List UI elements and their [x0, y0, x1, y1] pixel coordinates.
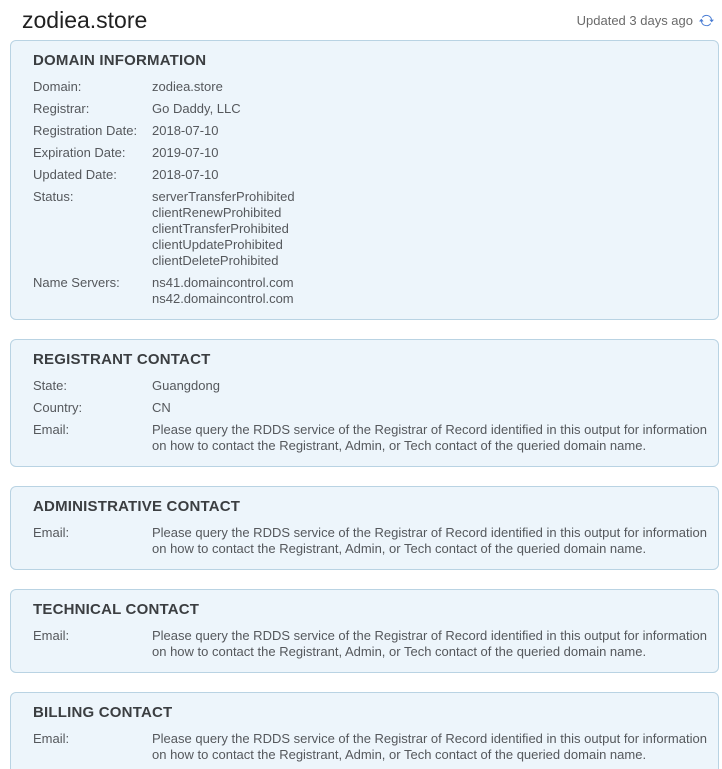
value-line: serverTransferProhibited	[152, 189, 295, 204]
field-row	[33, 731, 708, 763]
field-row	[33, 525, 708, 557]
value-line: clientRenewProhibited	[152, 205, 282, 220]
value-line: 2019-07-10	[152, 145, 219, 160]
updated-info	[577, 13, 714, 28]
value-line: Go Daddy, LLC	[152, 101, 241, 116]
field-value	[152, 731, 708, 763]
panel-heading: DOMAIN INFORMATION	[33, 52, 207, 69]
field-row	[33, 189, 708, 269]
field-value	[152, 167, 708, 183]
value-line: 2018-07-10	[152, 123, 219, 138]
field-value	[152, 378, 708, 394]
panel-registrant-contact	[10, 339, 719, 467]
field-row	[33, 145, 708, 161]
updated-text: Updated 3 days ago	[576, 12, 693, 28]
panel-heading: ADMINISTRATIVE CONTACT	[33, 498, 241, 515]
refresh-icon[interactable]	[699, 13, 714, 28]
value-line: zodiea.store	[152, 79, 223, 94]
field-label: Email:	[33, 731, 70, 746]
panel-administrative-contact	[10, 486, 719, 570]
field-value	[152, 628, 708, 660]
field-label: Domain:	[33, 79, 82, 94]
field-value	[152, 525, 708, 557]
field-row	[33, 79, 708, 95]
field-row	[33, 167, 708, 183]
field-row	[33, 400, 708, 416]
field-row	[33, 101, 708, 117]
field-label: Expiration Date:	[33, 145, 126, 160]
panel-heading: REGISTRANT CONTACT	[33, 351, 211, 368]
value-line: clientDeleteProhibited	[152, 253, 279, 268]
field-label: Country:	[33, 400, 83, 415]
field-label: Registrar:	[33, 101, 90, 116]
field-row	[33, 123, 708, 139]
field-value	[152, 123, 708, 139]
field-label: Name Servers:	[33, 275, 120, 290]
field-value	[152, 275, 708, 307]
page-header	[0, 0, 722, 40]
value-line: Please query the RDDS service of the Registrar of Record identified in this output for information on how to contact the Registrant, Admin, or Tech contact of the queried domain name.	[152, 525, 707, 556]
value-line: Guangdong	[152, 378, 220, 393]
field-label: Updated Date:	[33, 167, 117, 182]
value-line: Please query the RDDS service of the Registrar of Record identified in this output for information on how to contact the Registrant, Admin, or Tech contact of the queried domain name.	[152, 422, 707, 453]
field-label: Email:	[33, 525, 70, 540]
value-line: ns42.domaincontrol.com	[152, 291, 294, 306]
panel-technical-contact	[10, 589, 719, 673]
field-value	[152, 145, 708, 161]
field-value	[152, 422, 708, 454]
field-label: Status:	[33, 189, 74, 204]
field-label: State:	[33, 378, 67, 393]
field-value	[152, 101, 708, 117]
field-value	[152, 400, 708, 416]
field-label: Registration Date:	[33, 123, 138, 138]
panel-domain-information	[10, 40, 719, 320]
value-line: Please query the RDDS service of the Registrar of Record identified in this output for information on how to contact the Registrant, Admin, or Tech contact of the queried domain name.	[152, 731, 707, 762]
panel-billing-contact	[10, 692, 719, 769]
field-row	[33, 628, 708, 660]
page-title: zodiea.store	[22, 6, 148, 33]
field-value	[152, 79, 708, 95]
value-line: Please query the RDDS service of the Registrar of Record identified in this output for information on how to contact the Registrant, Admin, or Tech contact of the queried domain name.	[152, 628, 707, 659]
value-line: CN	[152, 400, 171, 415]
field-label: Email:	[33, 422, 70, 437]
value-line: clientTransferProhibited	[152, 221, 289, 236]
field-label: Email:	[33, 628, 70, 643]
field-value	[152, 189, 708, 269]
panel-heading: TECHNICAL CONTACT	[33, 601, 200, 618]
field-row	[33, 422, 708, 454]
sections	[0, 40, 722, 769]
field-row	[33, 378, 708, 394]
value-line: 2018-07-10	[152, 167, 219, 182]
value-line: ns41.domaincontrol.com	[152, 275, 294, 290]
field-row	[33, 275, 708, 307]
value-line: clientUpdateProhibited	[152, 237, 283, 252]
panel-heading: BILLING CONTACT	[33, 704, 173, 721]
